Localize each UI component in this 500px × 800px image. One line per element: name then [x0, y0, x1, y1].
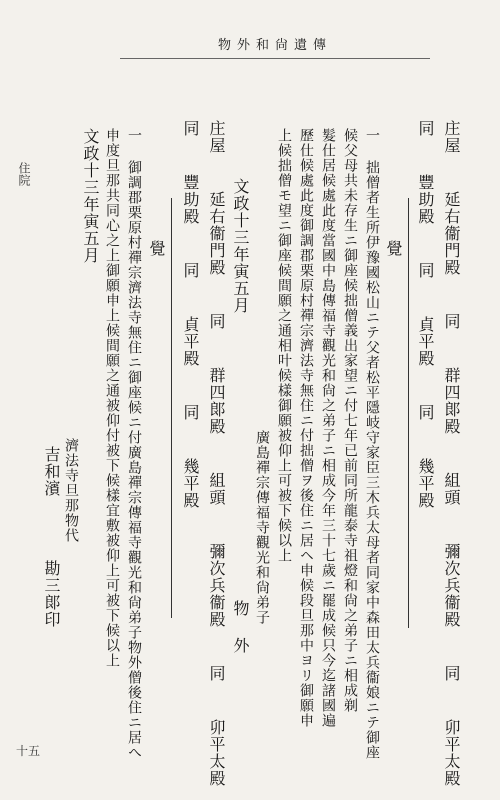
name2: 群四郞殿 [442, 367, 461, 435]
signer-line-3 [208, 120, 224, 787]
note2-signature-name-2: 勘三郞印 [42, 560, 61, 628]
name3: 幾平殿 [416, 458, 435, 509]
same: 同 [181, 262, 200, 279]
same: 同 [416, 262, 435, 279]
page-number: 十五 [16, 744, 41, 758]
office: 同 [416, 120, 435, 137]
name4: 卯平太殿 [442, 719, 461, 787]
date-2: 文政十三年寅五月 [81, 128, 100, 264]
office: 庄屋 [442, 120, 461, 154]
name: 延右衞門殿 [442, 191, 461, 276]
name: 豐助殿 [416, 174, 435, 225]
name2: 群四郞殿 [207, 367, 226, 435]
note1-signature-2: 物 外 [231, 600, 250, 654]
note1-line-5: 上候拙僧モ望ニ御座候間願之通相叶候樣御願被仰上可被下候以上 [276, 128, 292, 563]
same3: 同 [181, 404, 200, 421]
office: 同 [181, 120, 200, 137]
note2-signature: 濟法寺旦那物代 [63, 438, 79, 543]
note1-signature: 廣島禪宗傳福寺觀光和尙弟子 [254, 430, 270, 625]
note1-line-3: 髮仕居候處此度當國中島傳福寺觀光和尙之弟子ニ相成今年三十七歲ニ罷成候只今迄諸國遍 [320, 128, 336, 728]
same2: 同 [442, 665, 461, 682]
note1-line-4: 歷仕候處此度御調郡栗原村禪宗濟法寺無住ニ付拙僧ヲ後住ニ居ヘ申候段旦那中ヨリ御願申 [298, 128, 314, 728]
name: 延右衞門殿 [207, 191, 226, 276]
note1-line-2: 候父母共未存生ニ御座候拙僧義出家望ニ付七年已前同所龍泰寺祖燈和尙之弟子ニ相成剃 [342, 128, 358, 713]
note2-heading: 覺 [147, 240, 166, 257]
role: 組頭 [442, 472, 461, 506]
same2: 同 [207, 665, 226, 682]
name4: 卯平太殿 [207, 719, 226, 787]
office: 庄屋 [207, 120, 226, 154]
signer-line-1 [443, 120, 459, 787]
side-label: 住院 [17, 162, 31, 186]
name2: 貞平殿 [416, 316, 435, 367]
running-header: 物外和尙遺傳 [120, 28, 430, 59]
note2-line-1: 一 御調郡栗原村禪宗濟法寺無住ニ御座候ニ付廣島禪宗傳福寺觀光和尙弟子物外僧後住ニ居へ [126, 128, 142, 760]
note1-heading: 覺 [384, 240, 403, 257]
role: 組頭 [207, 472, 226, 506]
name3: 幾平殿 [181, 458, 200, 509]
name: 豐助殿 [181, 174, 200, 225]
same: 同 [207, 313, 226, 330]
signer-line-2 [417, 120, 433, 509]
note1-line-1: 一 拙僧者生所伊豫國松山ニテ父者松平隱岐守家臣三木兵太母者同家中森田太兵衞娘ニテ御座 [364, 128, 380, 760]
name3: 彌次兵衞殿 [207, 543, 226, 628]
same3: 同 [416, 404, 435, 421]
same: 同 [442, 313, 461, 330]
date-1: 文政十三年寅五月 [231, 178, 250, 314]
name2: 貞平殿 [181, 316, 200, 367]
name3: 彌次兵衞殿 [442, 543, 461, 628]
separator-line [408, 198, 409, 628]
note2-line-2: 申度旦那共同心之上御願申上候間願之通被仰付被下候樣宜敷被仰上可被下候以上 [104, 128, 120, 668]
separator-line-2 [171, 198, 172, 618]
note2-signature-name-1: 吉和濱 [42, 446, 61, 497]
signer-line-4 [182, 120, 198, 509]
